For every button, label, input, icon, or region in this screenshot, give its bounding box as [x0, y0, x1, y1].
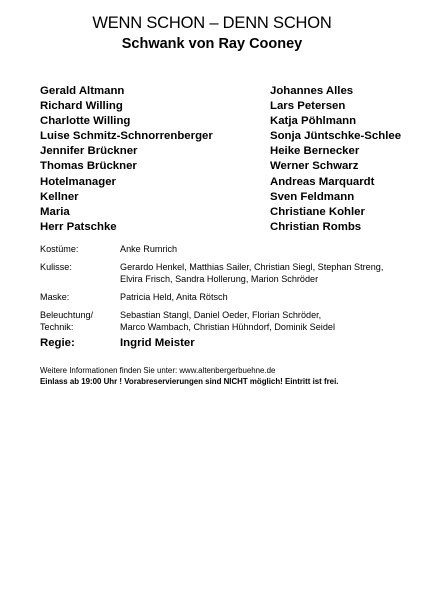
- cast-role: Jennifer Brückner: [40, 145, 138, 158]
- credit-lighting: [40, 309, 410, 333]
- cast-actor: Christiane Kohler: [270, 205, 365, 218]
- cast-row: [40, 99, 410, 114]
- cast-role: Richard Willing: [40, 100, 123, 113]
- credit-value: [120, 243, 410, 255]
- credit-label-line: Beleuchtung/: [40, 310, 94, 320]
- credit-value: [120, 309, 410, 333]
- credit-line: Sebastian Stangl, Daniel Oeder, Florian Schröder,: [120, 310, 322, 320]
- cast-role: Hotelmanager: [40, 175, 116, 188]
- credit-label: Kostüme:: [40, 244, 79, 254]
- credit-value: [120, 261, 410, 285]
- cast-actor: Johannes Alles: [270, 85, 354, 97]
- cast-actor: Katja Pöhlmann: [270, 115, 357, 128]
- cast-row: [40, 114, 410, 129]
- admission-notice: Einlass ab 19:00 Uhr ! Vorabreservierungen sind NICHT möglich! Eintritt ist frei.: [40, 376, 339, 386]
- credit-costumes: [40, 243, 410, 255]
- credit-value: [120, 291, 410, 303]
- cast-role: Charlotte Willing: [40, 115, 131, 128]
- footer: [40, 366, 420, 387]
- cast-row: [40, 190, 410, 205]
- credit-scenery: [40, 261, 410, 285]
- production-credits: [40, 243, 410, 339]
- cast-role: Kellner: [40, 190, 79, 203]
- cast-row: [40, 159, 410, 174]
- cast-list: [40, 84, 410, 235]
- credit-label: Maske:: [40, 292, 70, 302]
- play-title: WENN SCHON – DENN SCHON: [92, 14, 332, 32]
- cast-row: [40, 220, 410, 235]
- cast-actor: Heike Bernecker: [270, 145, 360, 158]
- cast-row: [40, 175, 410, 190]
- cast-actor: Andreas Marquardt: [270, 175, 375, 188]
- cast-role: Thomas Brückner: [40, 160, 137, 173]
- credit-line: Patricia Held, Anita Rötsch: [120, 292, 228, 302]
- credit-line: Elvira Frisch, Sandra Hollerung, Marion Schröder: [120, 274, 319, 284]
- director-name: Ingrid Meister: [120, 337, 195, 349]
- credit-label: [40, 309, 120, 333]
- info-text: Weitere Informationen finden Sie unter: www.altenbergerbuehne.de: [40, 366, 276, 375]
- cast-actor: Sonja Jüntschke-Schlee: [270, 130, 402, 143]
- cast-row: [40, 84, 410, 99]
- director-credit: [40, 336, 410, 350]
- credit-line: Gerardo Henkel, Matthias Sailer, Christian Siegl, Stephan Streng,: [120, 262, 384, 272]
- cast-row: [40, 205, 410, 220]
- cast-actor: Werner Schwarz: [270, 160, 359, 173]
- cast-role: Luise Schmitz-Schnorrenberger: [40, 130, 213, 143]
- cast-role: Maria: [40, 205, 70, 218]
- credit-makeup: [40, 291, 410, 303]
- cast-row: [40, 144, 410, 159]
- cast-actor: Lars Petersen: [270, 100, 346, 113]
- play-subtitle: Schwank von Ray Cooney: [121, 36, 303, 52]
- director-label: Regie:: [40, 337, 75, 349]
- cast-role: Gerald Altmann: [40, 85, 125, 97]
- cast-role: Herr Patschke: [40, 220, 117, 233]
- credit-line: Marco Wambach, Christian Hühndorf, Dominik Seidel: [120, 322, 335, 332]
- cast-row: [40, 129, 410, 144]
- credit-label-line: Technik:: [40, 322, 74, 332]
- credit-label: Kulisse:: [40, 262, 72, 272]
- cast-actor: Sven Feldmann: [270, 190, 355, 203]
- cast-actor: Christian Rombs: [270, 220, 362, 233]
- credit-line: Anke Rumrich: [120, 244, 178, 254]
